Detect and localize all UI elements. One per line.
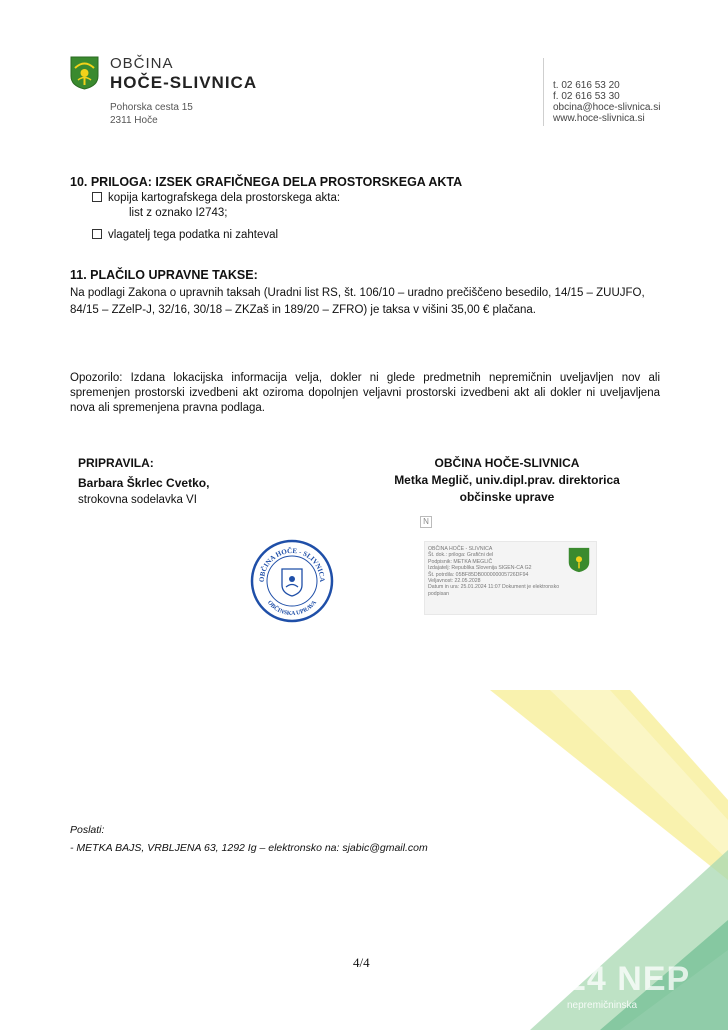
page-number: 4/4	[353, 955, 370, 970]
section10-option2-label: vlagatelj tega podatka ni zahteval	[108, 229, 279, 241]
prepared-by-name: Barbara Škrlec Cvetko,	[78, 476, 210, 490]
section10-option1-label: kopija kartografskega dela prostorskega akta:	[108, 192, 341, 204]
recipient-line: - METKA BAJS, VRBLJENA 63, 1292 Ig – elektronsko na: sjabic@gmail.com	[70, 842, 428, 854]
warning-paragraph: Opozorilo: Izdana lokacijska informacija velja, dokler ni glede predmetnih nepremičnin uveljavljen nov ali spremenjen prostorski izvedbeni akt oziroma dopolnjen veljavni prostorski izvedbeni akt ali dokler ni uveljavljena nova ali spremenjena pravna podlaga.	[70, 372, 660, 414]
esign-crest-icon	[568, 546, 590, 574]
esign-line: OBČINA HOČE - SLIVNICA	[428, 546, 493, 552]
phone-text: t. 02 616 53 20	[553, 80, 620, 91]
org-name-line2: HOČE-SLIVNICA	[110, 73, 258, 92]
signatory-org: OBČINA HOČE-SLIVNICA	[434, 456, 580, 470]
send-to-label: Poslati:	[70, 824, 105, 836]
electronic-signature-box	[424, 541, 597, 615]
section10-option1	[92, 191, 340, 206]
web-link[interactable]: www.hoce-slivnica.si	[553, 113, 645, 124]
prepared-by-heading: PRIPRAVILA:	[78, 456, 154, 470]
checkbox-unchecked-icon	[92, 192, 102, 202]
checkbox-unchecked-icon	[92, 229, 102, 239]
signatory-role: občinske uprave	[459, 490, 555, 504]
section11-text: Na podlagi Zakona o upravnih taksah (Uradni list RS, št. 106/10 – uradno prečiščeno besedilo, 14/15 – ZUUJFO, 84/15 – ZZelP-J, 32/16, 30/18 – ZKZaš in 189/20 – ZFRO) je taksa v višini 35,00 € plačana.	[70, 287, 645, 316]
esign-line: Št. dok.: priloga: Grafični del	[428, 552, 494, 559]
esign-line: Št. potrdila: 05BF85DB000000005726DF94	[428, 571, 529, 578]
watermark-subtitle: nepremičninska	[567, 1000, 638, 1011]
prepared-by-role: strokovna sodelavka VI	[78, 494, 197, 506]
signatory-name: Metka Meglič, univ.dipl.prav. direktorica	[394, 473, 620, 487]
section10-option2	[92, 228, 278, 243]
esign-line: Podpisnik: METKA MEGLIČ	[428, 558, 493, 565]
org-name-line1: OBČINA	[110, 55, 174, 72]
address-city: 2311 Hoče	[110, 115, 158, 126]
stamp-bottom-text: OBČINSKA UPRAVA	[265, 599, 319, 618]
document-icon: N	[420, 516, 432, 528]
esign-line: Izdajatelj: Republika Slovenija SIGEN-CA G2	[428, 565, 532, 572]
municipality-crest-icon	[70, 56, 99, 90]
org-address	[110, 101, 193, 127]
stamp-top-text: OBČINA HOČE - SLIVNICA	[257, 546, 327, 583]
section10-title: 10. PRILOGA: IZSEK GRAFIČNEGA DELA PROSTORSKEGA AKTA	[70, 175, 463, 189]
section10-option1-detail: list z oznako I2743;	[129, 207, 228, 219]
email-link[interactable]: obcina@hoce-slivnica.si	[553, 102, 661, 113]
contact-block	[553, 80, 660, 124]
address-street: Pohorska cesta 15	[110, 102, 193, 113]
official-stamp-icon	[250, 539, 334, 623]
svg-text:OBČINSKA UPRAVA	[266, 599, 319, 617]
watermark-brand: 24 NEP	[567, 960, 691, 998]
esign-line: Veljavnost: 22.05.2028	[428, 578, 481, 585]
esign-line: Datum in ura: 25.01.2024 11:07 Dokument je elektronsko podpisan	[428, 584, 560, 597]
header-divider	[543, 58, 544, 126]
fax-text: f. 02 616 53 30	[553, 91, 620, 102]
esign-details	[428, 546, 568, 597]
section11-title: 11. PLAČILO UPRAVNE TAKSE:	[70, 268, 258, 282]
signatory-block	[362, 455, 652, 506]
